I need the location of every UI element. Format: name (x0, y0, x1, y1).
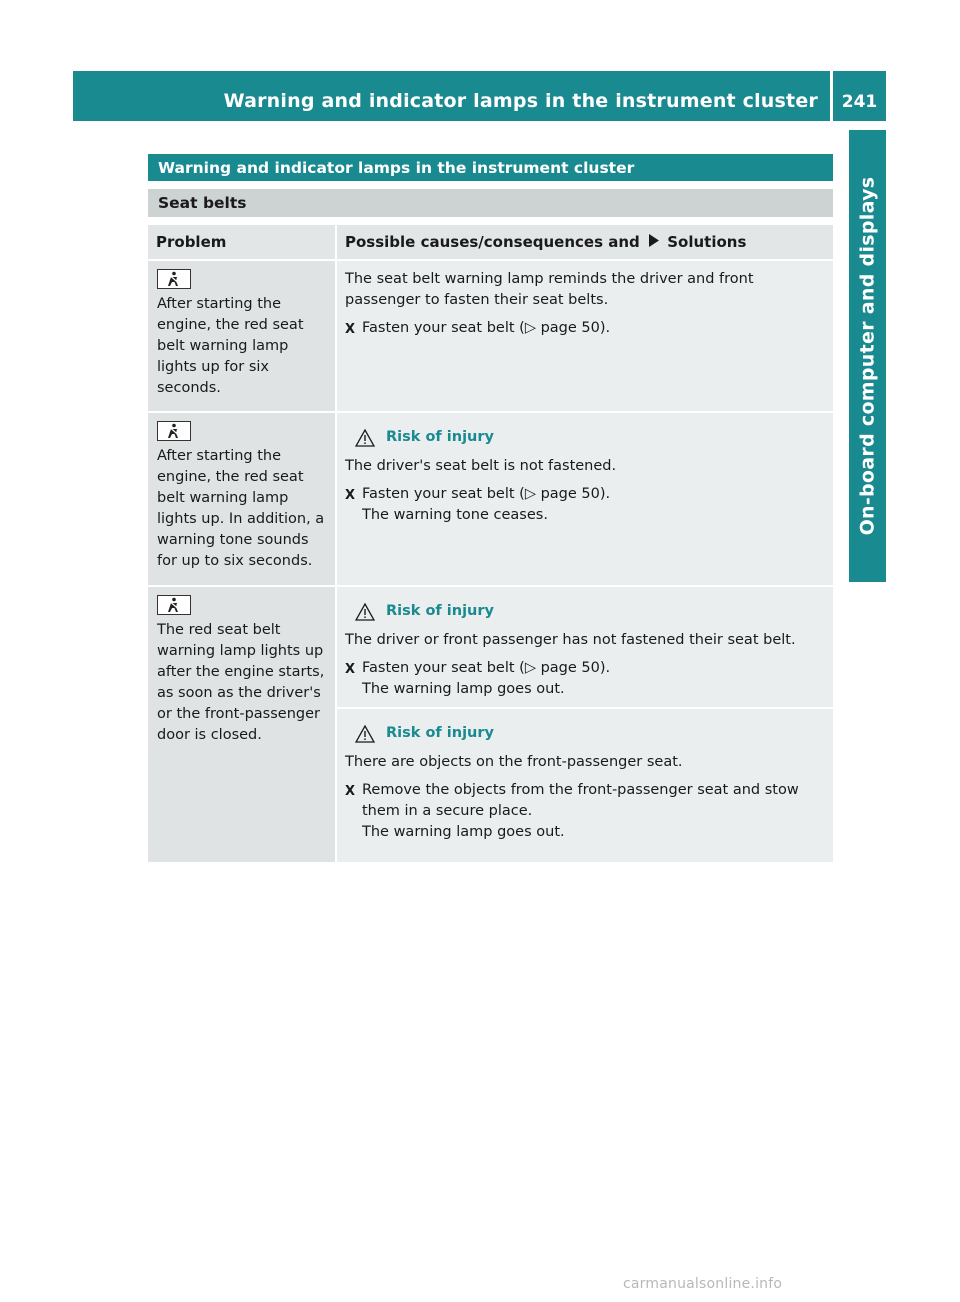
column-header-solutions (336, 225, 833, 260)
warning-title: Risk of injury (386, 725, 494, 741)
warning-title: Risk of injury (386, 603, 494, 619)
step-marker-icon: X (345, 488, 356, 503)
step-text: Remove the objects from the front-passenger seat and stow them in a secure place. (362, 782, 799, 819)
chapter-side-tab (849, 130, 886, 582)
step-marker-icon: X (345, 322, 356, 337)
page-ref-arrow-icon: ▷ (524, 660, 536, 676)
step-text: Fasten your seat belt ( (362, 320, 525, 336)
table-row (148, 260, 833, 412)
problem-text: After starting the engine, the red seat belt warning lamp lights up. In addition, a warning tone sounds for up to six seconds. (157, 448, 325, 569)
step-text: Fasten your seat belt ( (362, 486, 525, 502)
step-result: The warning tone ceases. (362, 507, 548, 523)
warning-lamp-table (148, 225, 833, 864)
running-header-title: Warning and indicator lamps in the instrument cluster (73, 71, 830, 121)
cause-text: The seat belt warning lamp reminds the driver and front passenger to fasten their seat belts. (345, 271, 754, 308)
warning-title: Risk of injury (386, 429, 494, 445)
warning-triangle-icon (355, 725, 375, 743)
column-header-problem: Problem (148, 225, 336, 260)
section-title: Warning and indicator lamps in the instrument cluster (148, 154, 833, 181)
instruction-step (345, 658, 827, 700)
page-number: 241 (833, 71, 886, 121)
page-reference[interactable]: page 50). (540, 486, 611, 502)
table-row (148, 412, 833, 586)
solution-block (337, 707, 833, 843)
running-header (73, 71, 886, 121)
problem-cell (148, 412, 336, 586)
problem-text: After starting the engine, the red seat belt warning lamp lights up for six seconds. (157, 296, 304, 396)
step-marker-icon: X (345, 662, 356, 677)
solution-cell (336, 260, 833, 412)
step-marker-icon: X (345, 784, 356, 799)
problem-cell (148, 260, 336, 412)
instruction-step (345, 484, 827, 526)
problem-text: The red seat belt warning lamp lights up after the engine starts, as soon as the driver's or the front-passenger door is closed. (157, 622, 325, 743)
chapter-side-tab-label: On-board computer and displays (856, 176, 879, 536)
page-ref-arrow-icon: ▷ (524, 486, 536, 502)
cause-text: The driver or front passenger has not fastened their seat belt. (345, 632, 796, 648)
warning-heading (355, 601, 827, 622)
step-result: The warning lamp goes out. (362, 681, 565, 697)
cause-text: The driver's seat belt is not fastened. (345, 458, 617, 474)
page-ref-arrow-icon: ▷ (524, 320, 536, 336)
column-header-causes: Possible causes/consequences and (345, 232, 640, 251)
solution-cell (336, 412, 833, 586)
table-header-row (148, 225, 833, 260)
seat-belt-warning-icon (157, 595, 191, 615)
seat-belt-warning-icon (157, 269, 191, 289)
step-result: The warning lamp goes out. (362, 824, 565, 840)
step-text: Fasten your seat belt ( (362, 660, 525, 676)
warning-triangle-icon (355, 603, 375, 621)
warning-triangle-icon (355, 429, 375, 447)
arrow-right-icon (648, 232, 659, 253)
subsection-title: Seat belts (148, 189, 833, 217)
cause-text: There are objects on the front-passenger seat. (345, 754, 683, 770)
solution-cell (336, 586, 833, 863)
page-reference[interactable]: page 50). (540, 660, 611, 676)
watermark: carmanualsonline.info (623, 1276, 783, 1292)
column-header-solutions-label: Solutions (667, 232, 747, 251)
seat-belt-warning-icon (157, 421, 191, 441)
warning-heading (355, 723, 827, 744)
problem-cell (148, 586, 336, 863)
table-row (148, 586, 833, 863)
page-reference[interactable]: page 50). (540, 320, 611, 336)
solution-block (337, 601, 833, 700)
instruction-step (345, 318, 827, 340)
warning-heading (355, 427, 827, 448)
instruction-step (345, 780, 827, 843)
